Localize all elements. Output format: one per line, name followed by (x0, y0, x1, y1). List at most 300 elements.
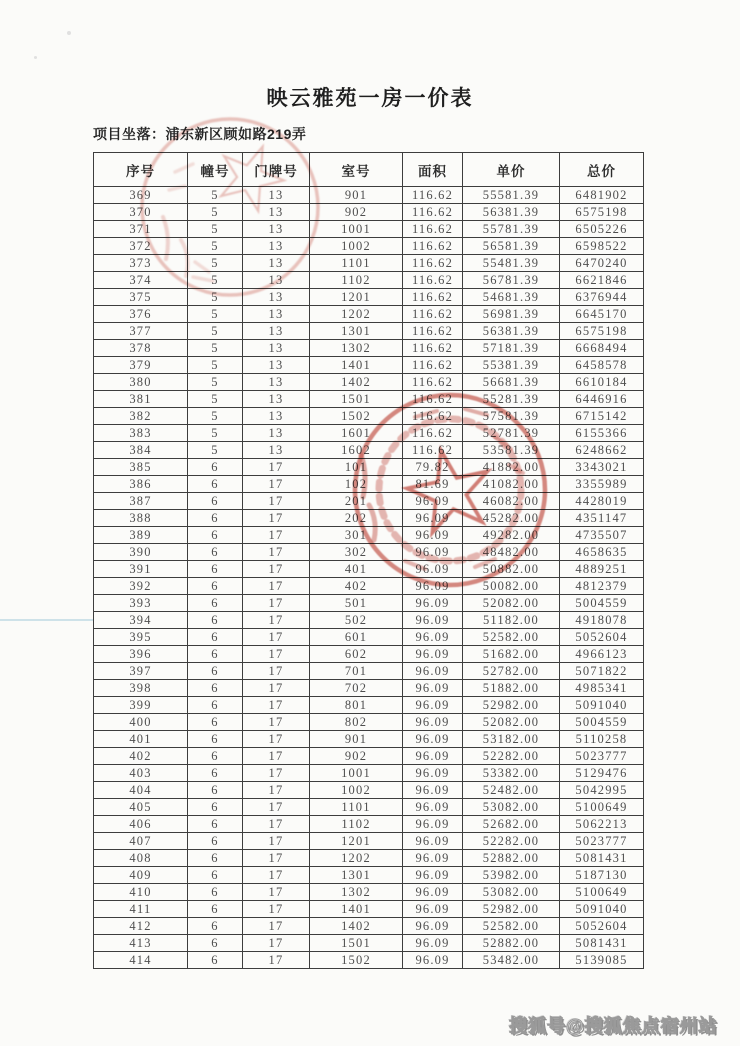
table-cell: 17 (243, 697, 310, 714)
project-location: 项目坐落：浦东新区顾如路219弄 (93, 126, 307, 142)
table-cell: 405 (94, 799, 188, 816)
table-cell: 6 (188, 799, 243, 816)
table-cell: 5004559 (560, 595, 644, 612)
table-cell: 5 (188, 323, 243, 340)
document-title: 映云雅苑一房一价表 (266, 87, 474, 110)
table-row (94, 663, 644, 680)
table-cell: 5139085 (560, 952, 644, 969)
table-cell: 17 (243, 476, 310, 493)
table-cell: 5187130 (560, 867, 644, 884)
table-cell: 17 (243, 816, 310, 833)
table-cell: 4966123 (560, 646, 644, 663)
table-cell: 96.09 (403, 595, 463, 612)
table-cell: 13 (243, 357, 310, 374)
table-cell: 701 (310, 663, 403, 680)
table-cell: 51182.00 (463, 612, 560, 629)
table-cell: 387 (94, 493, 188, 510)
table-cell: 116.62 (403, 425, 463, 442)
table-cell: 6598522 (560, 238, 644, 255)
table-cell: 6 (188, 612, 243, 629)
table-cell: 116.62 (403, 340, 463, 357)
table-cell: 6575198 (560, 204, 644, 221)
table-cell: 116.62 (403, 408, 463, 425)
table-cell: 390 (94, 544, 188, 561)
table-cell: 6 (188, 765, 243, 782)
table-cell: 53182.00 (463, 731, 560, 748)
table-cell: 5110258 (560, 731, 644, 748)
table-cell: 96.09 (403, 935, 463, 952)
price-table (93, 152, 644, 969)
table-row (94, 272, 644, 289)
table-cell: 407 (94, 833, 188, 850)
table-cell: 5062213 (560, 816, 644, 833)
table-cell: 79.82 (403, 459, 463, 476)
table-cell: 1302 (310, 884, 403, 901)
table-cell: 302 (310, 544, 403, 561)
table-cell: 5 (188, 255, 243, 272)
table-cell: 384 (94, 442, 188, 459)
table-cell: 380 (94, 374, 188, 391)
table-cell: 4428019 (560, 493, 644, 510)
table-cell: 392 (94, 578, 188, 595)
table-cell: 1202 (310, 850, 403, 867)
table-cell: 13 (243, 272, 310, 289)
table-cell: 5091040 (560, 697, 644, 714)
table-cell: 4985341 (560, 680, 644, 697)
table-cell: 96.09 (403, 714, 463, 731)
table-cell: 116.62 (403, 323, 463, 340)
table-cell: 116.62 (403, 255, 463, 272)
table-row (94, 323, 644, 340)
table-cell: 6 (188, 952, 243, 969)
table-cell: 13 (243, 391, 310, 408)
table-cell: 6 (188, 714, 243, 731)
table-cell: 52482.00 (463, 782, 560, 799)
table-cell: 398 (94, 680, 188, 697)
table-cell: 56381.39 (463, 323, 560, 340)
table-cell: 17 (243, 646, 310, 663)
table-cell: 1201 (310, 289, 403, 306)
table-cell: 403 (94, 765, 188, 782)
table-cell: 5052604 (560, 629, 644, 646)
table-cell: 6621846 (560, 272, 644, 289)
table-cell: 397 (94, 663, 188, 680)
table-row (94, 357, 644, 374)
table-row (94, 306, 644, 323)
table-cell: 53982.00 (463, 867, 560, 884)
table-cell: 6155366 (560, 425, 644, 442)
table-cell: 6248662 (560, 442, 644, 459)
table-cell: 17 (243, 952, 310, 969)
table-cell: 5023777 (560, 833, 644, 850)
table-body (94, 187, 644, 969)
table-cell: 52082.00 (463, 714, 560, 731)
table-cell: 388 (94, 510, 188, 527)
table-cell: 6 (188, 510, 243, 527)
table-cell: 45282.00 (463, 510, 560, 527)
table-cell: 55281.39 (463, 391, 560, 408)
table-cell: 399 (94, 697, 188, 714)
table-cell: 96.09 (403, 510, 463, 527)
table-cell: 56381.39 (463, 204, 560, 221)
table-cell: 1401 (310, 901, 403, 918)
table-cell: 5 (188, 306, 243, 323)
table-cell: 53581.39 (463, 442, 560, 459)
table-cell: 52781.39 (463, 425, 560, 442)
table-row (94, 867, 644, 884)
table-cell: 602 (310, 646, 403, 663)
table-cell: 96.09 (403, 952, 463, 969)
table-cell: 17 (243, 833, 310, 850)
table-cell: 409 (94, 867, 188, 884)
table-row (94, 816, 644, 833)
table-cell: 802 (310, 714, 403, 731)
table-cell: 6 (188, 901, 243, 918)
table-cell: 414 (94, 952, 188, 969)
table-cell: 410 (94, 884, 188, 901)
table-cell: 53382.00 (463, 765, 560, 782)
table-row (94, 510, 644, 527)
table-cell: 502 (310, 612, 403, 629)
table-cell: 5071822 (560, 663, 644, 680)
table-cell: 56681.39 (463, 374, 560, 391)
table-cell: 702 (310, 680, 403, 697)
table-cell: 96.09 (403, 782, 463, 799)
table-cell: 96.09 (403, 663, 463, 680)
table-cell: 6 (188, 918, 243, 935)
table-cell: 96.09 (403, 867, 463, 884)
table-cell: 394 (94, 612, 188, 629)
table-cell: 52682.00 (463, 816, 560, 833)
header-row (94, 153, 644, 187)
table-cell: 6645170 (560, 306, 644, 323)
table-row (94, 612, 644, 629)
table-cell: 6 (188, 782, 243, 799)
table-cell: 101 (310, 459, 403, 476)
table-row (94, 595, 644, 612)
table-cell: 901 (310, 187, 403, 204)
table-cell: 5042995 (560, 782, 644, 799)
table-cell: 6610184 (560, 374, 644, 391)
table-cell: 13 (243, 442, 310, 459)
table-cell: 400 (94, 714, 188, 731)
table-row (94, 221, 644, 238)
table-cell: 389 (94, 527, 188, 544)
table-cell: 411 (94, 901, 188, 918)
table-cell: 6 (188, 459, 243, 476)
table-cell: 4658635 (560, 544, 644, 561)
table-cell: 1202 (310, 306, 403, 323)
table-cell: 55581.39 (463, 187, 560, 204)
table-cell: 41882.00 (463, 459, 560, 476)
table-cell: 17 (243, 782, 310, 799)
table-cell: 56981.39 (463, 306, 560, 323)
table-row (94, 833, 644, 850)
table-cell: 52982.00 (463, 901, 560, 918)
table-cell: 57581.39 (463, 408, 560, 425)
table-cell: 13 (243, 289, 310, 306)
table-cell: 96.09 (403, 816, 463, 833)
table-cell: 52782.00 (463, 663, 560, 680)
table-cell: 96.09 (403, 697, 463, 714)
table-cell: 17 (243, 493, 310, 510)
table-cell: 13 (243, 204, 310, 221)
table-row (94, 527, 644, 544)
table-cell: 396 (94, 646, 188, 663)
table-cell: 96.09 (403, 544, 463, 561)
table-cell: 6 (188, 646, 243, 663)
table-cell: 379 (94, 357, 188, 374)
table-row (94, 697, 644, 714)
table-cell: 116.62 (403, 391, 463, 408)
table-row (94, 748, 644, 765)
table-cell: 6 (188, 884, 243, 901)
table-cell: 6 (188, 476, 243, 493)
table-cell: 41082.00 (463, 476, 560, 493)
table-row (94, 765, 644, 782)
table-cell: 4351147 (560, 510, 644, 527)
table-cell: 6 (188, 816, 243, 833)
table-cell: 48482.00 (463, 544, 560, 561)
table-cell: 5052604 (560, 918, 644, 935)
table-row (94, 952, 644, 969)
table-row (94, 493, 644, 510)
table-cell: 6 (188, 748, 243, 765)
table-cell: 17 (243, 629, 310, 646)
scan-speck (67, 31, 71, 35)
table-cell: 5023777 (560, 748, 644, 765)
table-cell: 6376944 (560, 289, 644, 306)
table-cell: 17 (243, 918, 310, 935)
table-cell: 5 (188, 238, 243, 255)
table-cell: 386 (94, 476, 188, 493)
table-cell: 6 (188, 493, 243, 510)
table-row (94, 901, 644, 918)
table-cell: 96.09 (403, 799, 463, 816)
table-cell: 6 (188, 680, 243, 697)
table-cell: 5100649 (560, 884, 644, 901)
table-row (94, 544, 644, 561)
table-row (94, 578, 644, 595)
table-cell: 382 (94, 408, 188, 425)
table-cell: 96.09 (403, 731, 463, 748)
table-cell: 96.09 (403, 646, 463, 663)
table-cell: 1002 (310, 782, 403, 799)
table-cell: 6 (188, 850, 243, 867)
table-cell: 1402 (310, 374, 403, 391)
table-cell: 383 (94, 425, 188, 442)
table-cell: 902 (310, 748, 403, 765)
table-cell: 372 (94, 238, 188, 255)
table-cell: 5129476 (560, 765, 644, 782)
table-cell: 17 (243, 578, 310, 595)
table-cell: 1001 (310, 765, 403, 782)
table-cell: 13 (243, 408, 310, 425)
table-cell: 13 (243, 323, 310, 340)
table-row (94, 935, 644, 952)
table-cell: 412 (94, 918, 188, 935)
table-cell: 1002 (310, 238, 403, 255)
table-cell: 501 (310, 595, 403, 612)
table-cell: 6446916 (560, 391, 644, 408)
table-cell: 6575198 (560, 323, 644, 340)
table-row (94, 850, 644, 867)
table-cell: 1401 (310, 357, 403, 374)
table-cell: 1301 (310, 323, 403, 340)
table-row (94, 408, 644, 425)
table-cell: 96.09 (403, 561, 463, 578)
table-row (94, 646, 644, 663)
column-header: 室号 (310, 153, 403, 187)
table-cell: 102 (310, 476, 403, 493)
table-cell: 17 (243, 544, 310, 561)
table-cell: 116.62 (403, 289, 463, 306)
table-cell: 17 (243, 731, 310, 748)
table-cell: 116.62 (403, 204, 463, 221)
table-cell: 55481.39 (463, 255, 560, 272)
table-cell: 6481902 (560, 187, 644, 204)
table-cell: 5 (188, 187, 243, 204)
table-cell: 96.09 (403, 833, 463, 850)
table-cell: 371 (94, 221, 188, 238)
table-cell: 6 (188, 833, 243, 850)
table-cell: 6 (188, 578, 243, 595)
table-cell: 96.09 (403, 765, 463, 782)
table-cell: 6 (188, 731, 243, 748)
table-cell: 393 (94, 595, 188, 612)
column-header: 面积 (403, 153, 463, 187)
table-cell: 55381.39 (463, 357, 560, 374)
table-cell: 53082.00 (463, 884, 560, 901)
table-cell: 17 (243, 527, 310, 544)
table-cell: 201 (310, 493, 403, 510)
table-cell: 373 (94, 255, 188, 272)
table-row (94, 459, 644, 476)
table-cell: 17 (243, 663, 310, 680)
table-cell: 96.09 (403, 612, 463, 629)
table-cell: 1601 (310, 425, 403, 442)
table-cell: 116.62 (403, 374, 463, 391)
table-cell: 6470240 (560, 255, 644, 272)
table-row (94, 782, 644, 799)
table-cell: 395 (94, 629, 188, 646)
table-cell: 13 (243, 238, 310, 255)
table-cell: 1501 (310, 935, 403, 952)
table-row (94, 255, 644, 272)
table-cell: 53482.00 (463, 952, 560, 969)
table-cell: 374 (94, 272, 188, 289)
table-cell: 56581.39 (463, 238, 560, 255)
table-cell: 53082.00 (463, 799, 560, 816)
table-row (94, 204, 644, 221)
scan-artifact-line (0, 619, 93, 621)
table-row (94, 884, 644, 901)
table-cell: 6715142 (560, 408, 644, 425)
table-cell: 401 (310, 561, 403, 578)
table-cell: 381 (94, 391, 188, 408)
table-cell: 413 (94, 935, 188, 952)
table-cell: 1301 (310, 867, 403, 884)
table-cell: 1402 (310, 918, 403, 935)
table-cell: 17 (243, 714, 310, 731)
table-cell: 17 (243, 748, 310, 765)
table-cell: 96.09 (403, 493, 463, 510)
table-row (94, 374, 644, 391)
table-row (94, 680, 644, 697)
table-cell: 601 (310, 629, 403, 646)
table-cell: 5 (188, 272, 243, 289)
table-cell: 17 (243, 595, 310, 612)
table-cell: 96.09 (403, 918, 463, 935)
table-cell: 52082.00 (463, 595, 560, 612)
table-cell: 52882.00 (463, 935, 560, 952)
table-cell: 116.62 (403, 272, 463, 289)
table-cell: 17 (243, 799, 310, 816)
table-cell: 5 (188, 374, 243, 391)
table-cell: 51882.00 (463, 680, 560, 697)
table-cell: 6 (188, 697, 243, 714)
table-cell: 1302 (310, 340, 403, 357)
table-cell: 17 (243, 510, 310, 527)
table-cell: 6 (188, 663, 243, 680)
table-cell: 81.69 (403, 476, 463, 493)
table-cell: 901 (310, 731, 403, 748)
table-cell: 51682.00 (463, 646, 560, 663)
table-cell: 376 (94, 306, 188, 323)
table-cell: 5 (188, 408, 243, 425)
table-cell: 17 (243, 765, 310, 782)
table-cell: 6 (188, 867, 243, 884)
table-cell: 5091040 (560, 901, 644, 918)
table-row (94, 340, 644, 357)
table-cell: 96.09 (403, 527, 463, 544)
table-cell: 13 (243, 374, 310, 391)
table-cell: 17 (243, 867, 310, 884)
table-cell: 902 (310, 204, 403, 221)
table-cell: 57181.39 (463, 340, 560, 357)
table-cell: 6 (188, 935, 243, 952)
table-cell: 6 (188, 595, 243, 612)
table-cell: 116.62 (403, 306, 463, 323)
table-cell: 6 (188, 527, 243, 544)
table-row (94, 425, 644, 442)
table-cell: 13 (243, 340, 310, 357)
table-cell: 5 (188, 425, 243, 442)
table-cell: 96.09 (403, 629, 463, 646)
table-cell: 17 (243, 935, 310, 952)
table-cell: 5 (188, 340, 243, 357)
table-cell: 1201 (310, 833, 403, 850)
table-cell: 52282.00 (463, 748, 560, 765)
column-header: 序号 (94, 153, 188, 187)
table-cell: 801 (310, 697, 403, 714)
table-cell: 55781.39 (463, 221, 560, 238)
table-cell: 6458578 (560, 357, 644, 374)
table-cell: 17 (243, 884, 310, 901)
table-row (94, 561, 644, 578)
table-cell: 5 (188, 289, 243, 306)
table-cell: 369 (94, 187, 188, 204)
column-header: 单价 (463, 153, 560, 187)
table-cell: 406 (94, 816, 188, 833)
table-cell: 17 (243, 561, 310, 578)
table-cell: 1101 (310, 799, 403, 816)
table-cell: 6505226 (560, 221, 644, 238)
table-cell: 5 (188, 391, 243, 408)
table-cell: 1502 (310, 952, 403, 969)
table-cell: 13 (243, 306, 310, 323)
table-cell: 1001 (310, 221, 403, 238)
